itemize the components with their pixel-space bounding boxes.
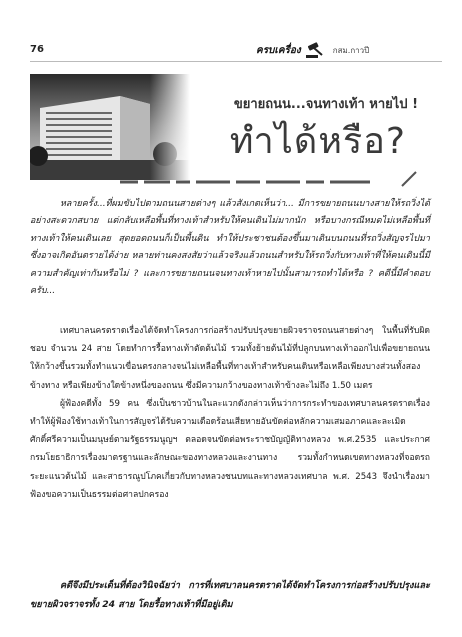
magazine-brand: ครบเครื่อง: [256, 44, 301, 56]
body-paragraph: ผู้ฟ้องคดีทั้ง 59 คน ซึ่งเป็นชาวบ้านในละแวกดังกล่าวเห็นว่าการกระทำของเทศบาลนครตราดเรื่อง ทำให้ผู้ฟ้องใช้ทางเท้าในการสัญจรได้รับความเดือดร้อนเสียหายอันขัดต่อหลักความเสมอภาคและละเมิดศักดิ์ศรีความเป็นมนุษย์ตามรัฐธรรมนูญฯ ตลอดจนขัดต่อพระราชบัญญัติทางหลวง พ.ศ.2535 และประกาศกรมโยธาธิการเรื่องมาตรฐานและลักษณะของทางหลวงและงานทาง รวมทั้งกำหนดเขตทางหลวงที่จอดรถ ระยะแนวต้นไม้ และสาธารณูปโภคเกี่ยวกับทางหลวงชนบทและทางหลวงเทศบาล พ.ศ. 2543 จึงนำเรื่องมาฟ้องขอความเป็นธรรมต่อศาลปกครอง: [30, 398, 430, 500]
decorative-dash-line: [120, 176, 370, 188]
header-divider: [30, 61, 442, 62]
office-building-photo: [30, 74, 190, 180]
gavel-icon: [305, 41, 327, 59]
emphasis-paragraph: คดีจึงมีประเด็นที่ต้องวินิจฉัยว่า การที่เทศบาลนครตราดได้จัดทำโครงการก่อสร้างปรับปรุงและขยายผิวจราจรทั้ง 24 สาย โดยรื้อทางเท้าที่มีอยู่เดิม: [30, 580, 430, 610]
issue-label: กสม.กาวปี: [332, 45, 370, 55]
article-body: [30, 322, 430, 504]
article-title: ทำได้หรือ?: [229, 121, 406, 162]
article-lead: ขยายถนน...จนทางเท้า หายไป !: [233, 97, 418, 112]
decorative-slash-mark: [400, 168, 420, 188]
issue-statement: [30, 576, 430, 614]
running-header: [256, 40, 446, 60]
intro-paragraph: หลายครั้ง...ที่ผมขับไปตามถนนสายต่างๆ แล้วสังเกตเห็นว่า... มีการขยายถนนบางสายให้รถวิ่งได้อย่างสะดวกสบาย แต่กลับเหลือพื้นที่ทางเท้าสำหรับให้คนเดินไม่มากนัก หรือบางกรณีหมดไม่เหลือพื้นที่ทางเท้าให้คนเดินเลย สุดยอดถนนก็เป็นพื้นดิน ทำให้ประชาชนต้องขึ้นมาเดินบนถนนที่รถวิ่งสัญจรไปมาซึ่งอาจเกิดอันตรายได้ง่าย หลายท่านคงสงสัยว่าแล้วจริงแล้วถนนสำหรับให้รถวิ่งกับทางเท้าที่ให้คนเดินนี้มีความสำคัญเท่ากันหรือไม่ ? และการขยายถนนจนทางเท้าหายไปนั้นสามารถทำได้หรือ ? คดีนี้มีคำตอบครับ...: [30, 199, 430, 297]
page-number: 76: [30, 44, 44, 55]
article-intro: [30, 196, 430, 300]
body-paragraph: เทศบาลนครตราดเรื่องได้จัดทำโครงการก่อสร้างปรับปรุงขยายผิวจราจรถนนสายต่างๆ ในพื้นที่รับผิดชอบ จำนวน 24 สาย โดยทำการรื้อทางเท้าตัดต้นไม้ รวมทั้งย้ายต้นไม้ที่ปลูกบนทางเท้าออกไปเพื่อขยายถนนให้กว้างขึ้นรวมทั้งทำแนวเขื่อนตรงกลางจนไม่เหลือพื้นที่ทางเท้าสำหรับคนเดินหรือเหลือเพียงบางส่วนทั้งสองข้างทาง หรือเพียงข้างใดข้างหนึ่งของถนน ซึ่งมีความกว้างของทางเท้าข้างละไม่ถึง 1.50 เมตร: [30, 326, 430, 391]
